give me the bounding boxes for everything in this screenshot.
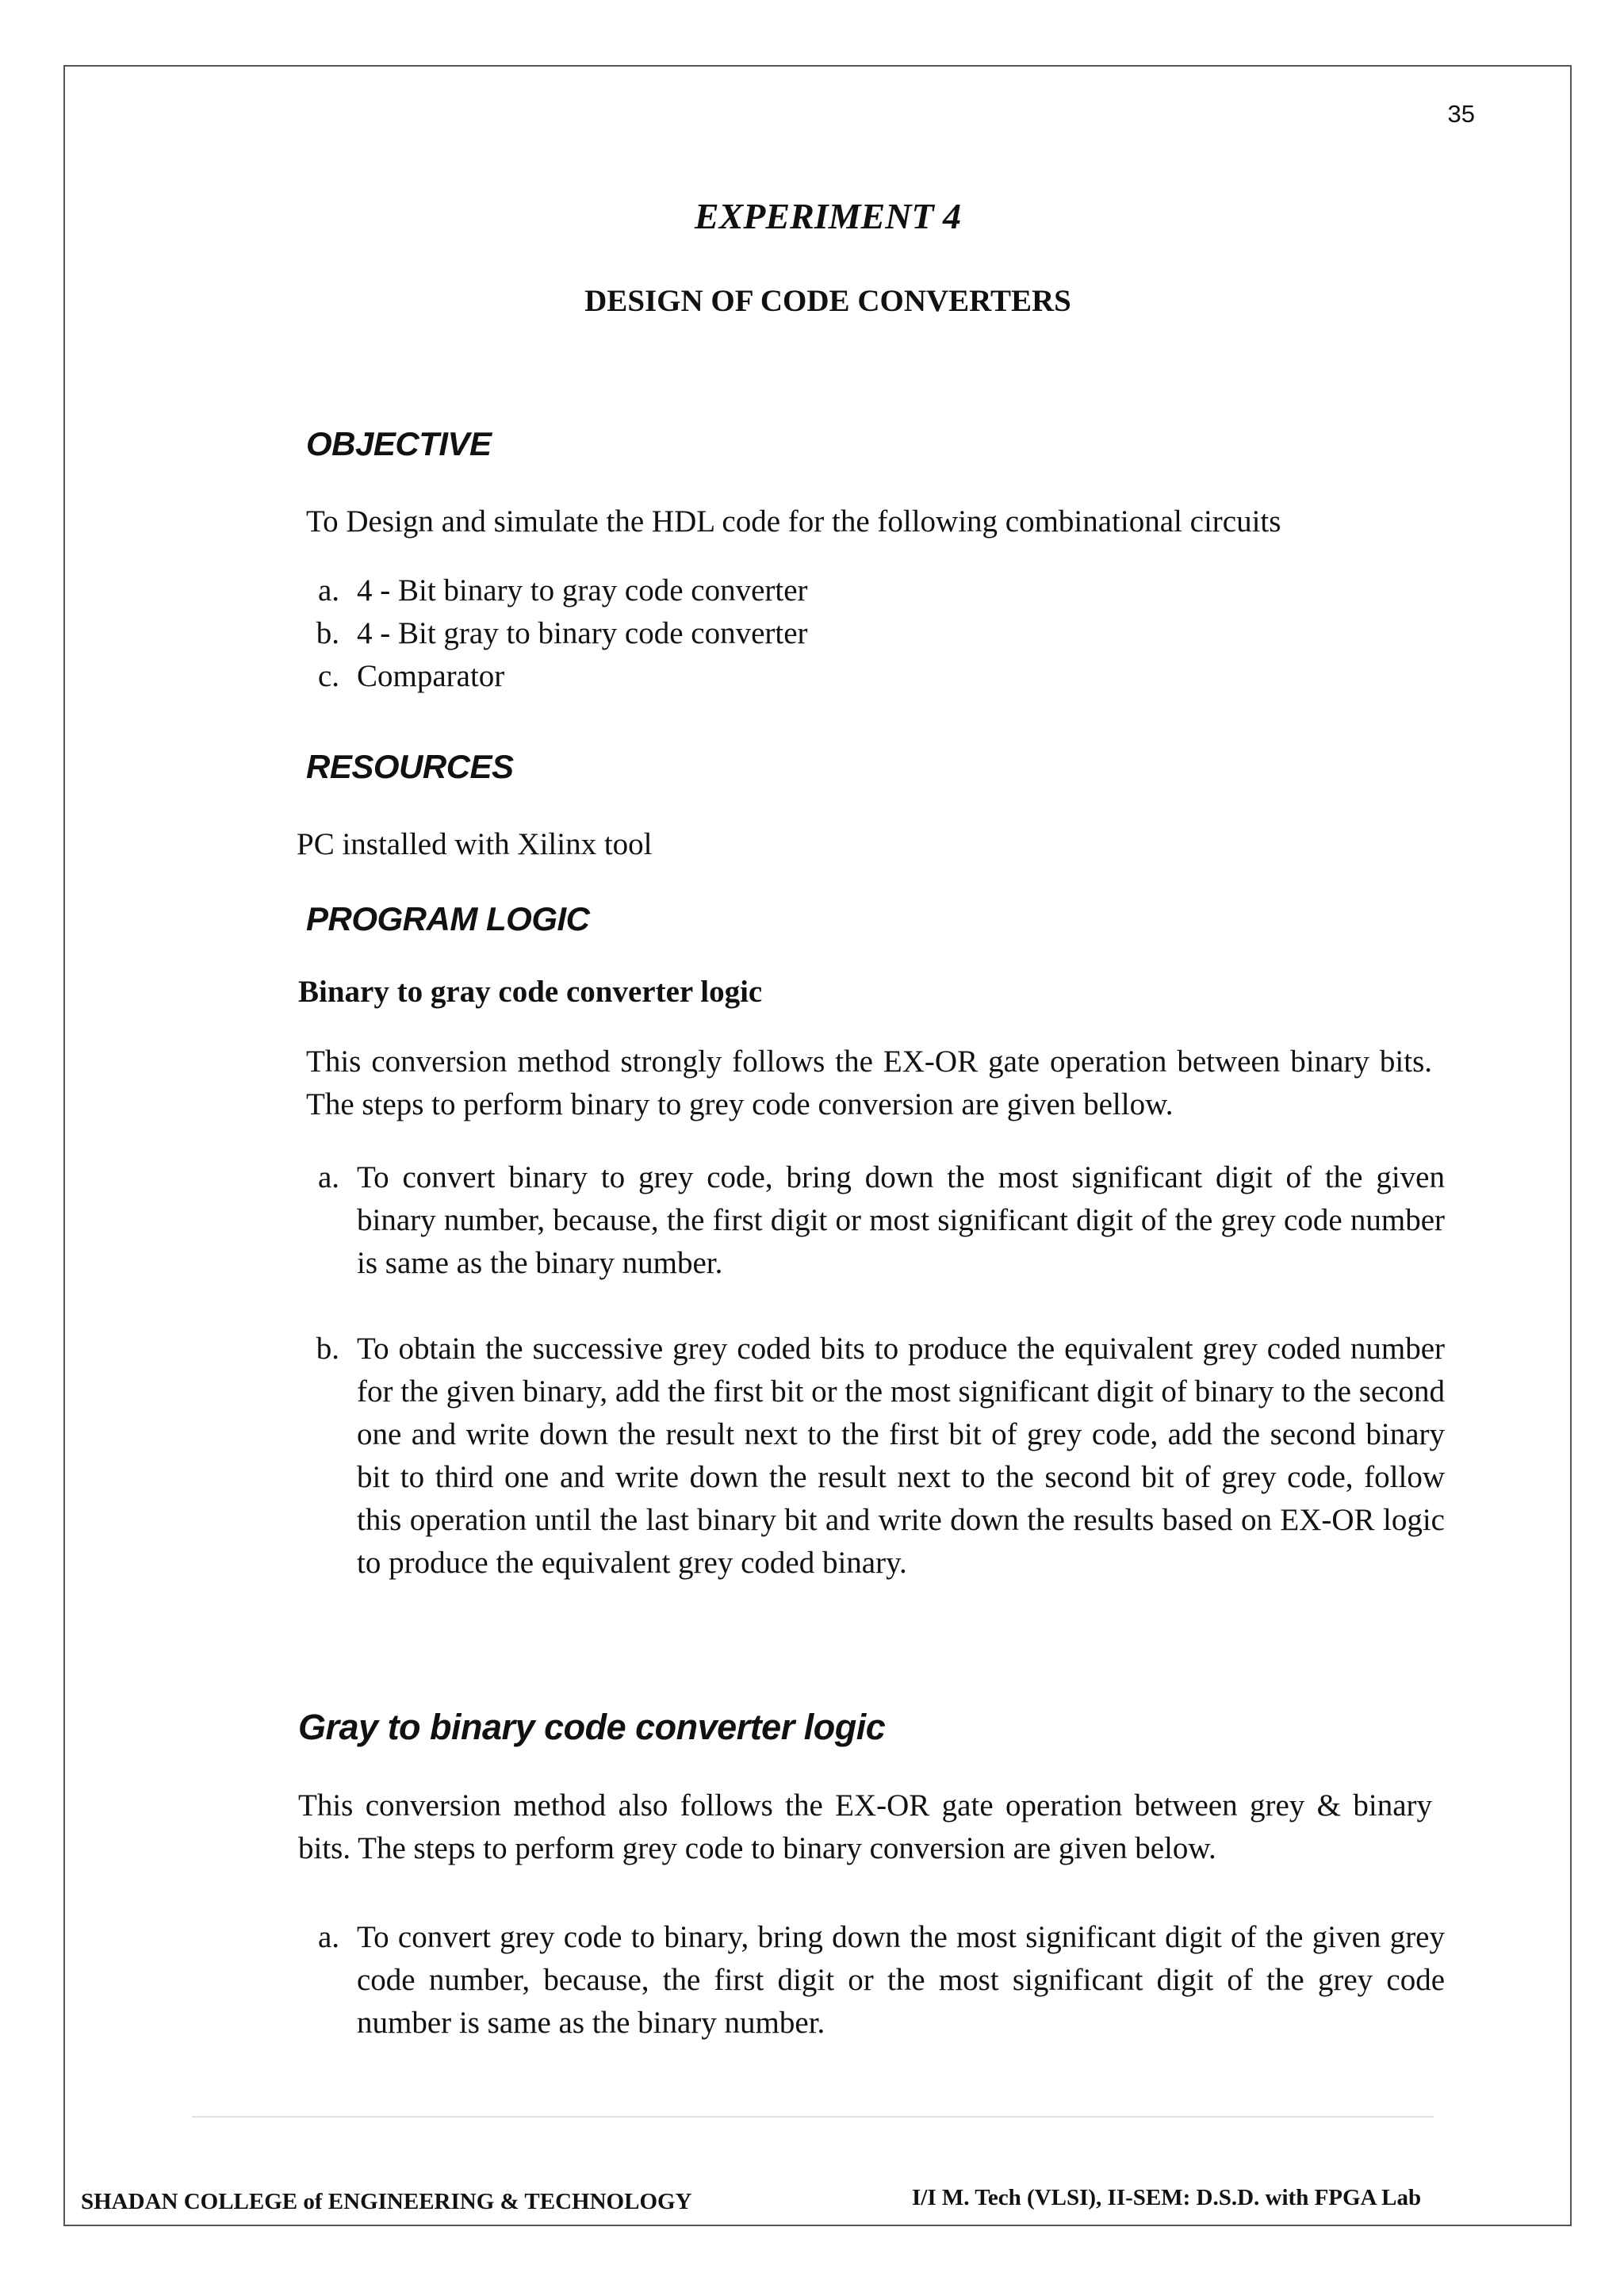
list-item: a. To convert binary to grey code, bring down the most significant digit of the given binary number, because, the first digit or most significant digit of the grey code number is same as the binary number. — [317, 1160, 1445, 1280]
binary-to-gray-subheading: Binary to gray code converter logic — [298, 975, 763, 1009]
resources-text: PC installed with Xilinx tool — [297, 827, 653, 861]
list-item: b. 4 - Bit gray to binary code converter — [316, 616, 808, 650]
page-border — [63, 65, 1572, 2226]
experiment-title: EXPERIMENT 4 — [694, 196, 962, 236]
objective-list — [306, 569, 1337, 698]
objective-heading: OBJECTIVE — [306, 425, 492, 462]
experiment-subtitle: DESIGN OF CODE CONVERTERS — [584, 284, 1071, 318]
page-number: 35 — [1447, 100, 1475, 128]
list-item: c. Comparator — [317, 659, 505, 693]
gray-to-binary-heading: Gray to binary code converter logic — [298, 1707, 886, 1747]
list-item: a. To convert grey code to binary, bring down the most significant digit of the given grey code number, because, the first digit or the most significant digit of the grey code number is same as the binary number. — [317, 1920, 1445, 2040]
footer-college-name: SHADAN COLLEGE of ENGINEERING & TECHNOLOGY — [81, 2189, 692, 2214]
objective-intro: To Design and simulate the HDL code for the following combinational circuits — [306, 504, 1281, 539]
binary-to-gray-steps — [306, 1156, 1445, 1585]
list-item: a. 4 - Bit binary to gray code converter — [317, 573, 808, 608]
list-item: b. To obtain the successive grey coded bits to produce the equivalent grey coded number for the given binary, add the first bit or the most significant digit of binary to the second one and write down the result next to the first bit of grey code, add the second binary bit to third one and write down the result next to the second bit of grey code, follow this operation until the last binary bit and write down the results based on EX-OR logic to produce the equivalent grey coded binary. — [316, 1332, 1445, 1580]
footer-course-info: I/I M. Tech (VLSI), II-SEM: D.S.D. with FPGA Lab — [912, 2185, 1422, 2210]
program-logic-heading: PROGRAM LOGIC — [306, 900, 590, 937]
binary-to-gray-intro: This conversion method strongly follows the EX-OR gate operation between binary bits. The steps to perform binary to grey code conversion are given bellow. — [306, 1045, 1432, 1121]
gray-to-binary-intro: This conversion method also follows the EX-OR gate operation between grey & binary bits. The steps to perform grey code to binary conversion are given below. — [298, 1788, 1432, 1865]
resources-heading: RESOURCES — [306, 748, 514, 785]
gray-to-binary-steps — [306, 1916, 1445, 2045]
footer-divider — [192, 2116, 1434, 2118]
